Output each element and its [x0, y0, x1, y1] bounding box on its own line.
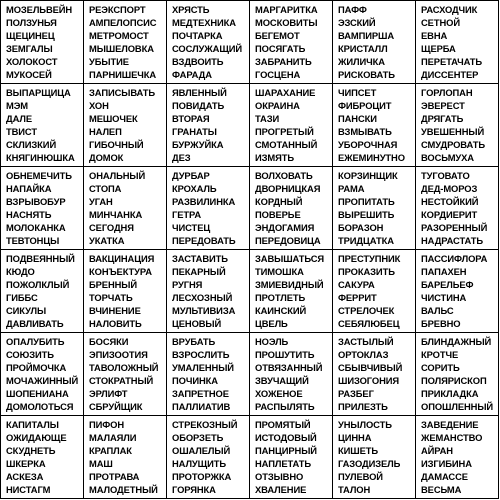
cell-word: АЙРАН — [421, 445, 453, 457]
cell-word: РИСКОВАТЬ — [338, 69, 395, 81]
cell-word: УМАЛЕННЫЙ — [172, 362, 234, 374]
cell-word: КРИСТАЛЛ — [338, 43, 388, 55]
cell-word: ФИБРОЦИТ — [338, 100, 392, 112]
cell-word: ВАМПИРША — [338, 30, 395, 42]
word-grid-body — [1, 1, 499, 499]
cell-word: СКЛИЗКИЙ — [6, 139, 57, 151]
cell-word: НАЛЕП — [89, 126, 122, 138]
cell-word: КОНЪЕКТУРА — [89, 266, 152, 278]
cell-word: ПОВЕРЬЕ — [255, 209, 301, 221]
cell-word: ПОДВЕЯННЫЙ — [6, 253, 75, 264]
cell-word: ТРИДЦАТКА — [338, 235, 394, 247]
cell-word: ИСТОДОВЫЙ — [255, 432, 317, 444]
cell-word: МОСКОВИТЫ — [255, 17, 318, 29]
cell-word: ПАРНИШЕЧКА — [89, 69, 157, 81]
grid-cell — [84, 1, 167, 84]
cell-word: ПОЛЗУНЬЯ — [6, 17, 57, 29]
cell-word: ГИББС — [6, 292, 38, 304]
cell-word: ПЕРЕДОВАТЬ — [172, 235, 236, 247]
cell-word: НАЛОВИТЬ — [89, 318, 142, 330]
cell-word: ЭЗСКИЙ — [338, 17, 376, 29]
cell-word: РАЗБЕГ — [338, 388, 374, 400]
cell-word: ДОМОЛОТЬСЯ — [6, 401, 74, 413]
cell-word: НИСТАГМ — [6, 484, 51, 496]
cell-word: НАСНЯТЬ — [6, 209, 52, 221]
cell-word: ХОЖЕНОЕ — [255, 388, 303, 400]
grid-cell — [84, 333, 167, 416]
grid-cell — [416, 250, 499, 333]
cell-word: ДЕЗ — [172, 152, 191, 164]
cell-word: ПЕРЕДОВИЦА — [255, 235, 321, 247]
cell-word: БРЕННЫЙ — [89, 279, 138, 291]
cell-word: ВТОРАЯ — [172, 113, 210, 125]
cell-word: ПАФФ — [338, 4, 367, 15]
cell-word: ДЕД-МОРОЗ — [421, 183, 478, 195]
cell-word: ВАКЦИНАЦИЯ — [89, 253, 155, 264]
cell-word: АМПЕЛОПСИС — [89, 17, 157, 29]
cell-word: ХОН — [89, 100, 109, 112]
cell-word: ЭПИЗООТИЯ — [89, 349, 148, 361]
cell-word: ЦЕНОВЫЙ — [172, 318, 222, 330]
cell-word: БОРАЗОН — [338, 222, 384, 234]
cell-word: ПРЕСТУПНИК — [338, 253, 401, 264]
cell-word: ДАВЛИВАТЬ — [6, 318, 64, 330]
cell-word: БУРЖУЙКА — [172, 139, 224, 151]
cell-word: ПОЛЯРИСКОП — [421, 375, 487, 387]
cell-word: РАЗОРЕННЫЙ — [421, 222, 488, 234]
cell-word: ДАМАССЕ — [421, 471, 468, 483]
cell-word: ТУГОВАТО — [421, 170, 470, 181]
cell-word: ХОЛОКОСТ — [6, 56, 58, 68]
cell-word: ТАЛОН — [338, 484, 371, 496]
cell-word: ПРОШУТИТЬ — [255, 349, 315, 361]
grid-cell — [250, 333, 333, 416]
cell-word: СТОКРАТНЫЙ — [89, 375, 154, 387]
cell-word: КОРДИЕРИТ — [421, 209, 478, 221]
grid-cell — [84, 84, 167, 167]
grid-cell — [333, 416, 416, 499]
cell-word: ЯВЛЕННЫЙ — [172, 87, 227, 98]
cell-word: НАЛУЩИТЬ — [172, 458, 227, 470]
cell-word: БАРЕЛЬЕФ — [421, 279, 474, 291]
cell-word: ВЧИНЕНИЕ — [89, 305, 141, 317]
cell-word: ЗАВЕДЕНИЕ — [421, 419, 479, 430]
cell-word: УБОРОЧНАЯ — [338, 139, 398, 151]
cell-word: ПЕКАРНЫЙ — [172, 266, 226, 278]
cell-word: ЕЖЕМИНУТНО — [338, 152, 405, 164]
cell-word: СБРУЙЩИК — [89, 401, 143, 413]
cell-word: ПЕРЕТАЧАТЬ — [421, 56, 483, 68]
cell-word: ЗАВЫШАТЬСЯ — [255, 253, 325, 264]
cell-word: СКУДНЕТЬ — [6, 445, 56, 457]
cell-word: СЕГОДНЯ — [89, 222, 134, 234]
cell-word: СОСЛУЖАЩИЙ — [172, 43, 243, 55]
cell-word: КЮДО — [6, 266, 35, 278]
cell-word: МОЧАЖИННЫЙ — [6, 375, 79, 387]
grid-cell — [333, 1, 416, 84]
cell-word: МАРГАРИТКА — [255, 4, 318, 15]
cell-word: РАСПЫЛЯТЬ — [255, 401, 315, 413]
cell-word: СОЮЗИТЬ — [6, 349, 54, 361]
cell-word: ШАРАХАНИЕ — [255, 87, 316, 98]
cell-word: СОРИТЬ — [421, 362, 460, 374]
cell-word: ОЖИДАЮЩЕ — [6, 432, 67, 444]
cell-word: ПИФОН — [89, 419, 125, 430]
cell-word: ЗЕМГАЛЫ — [6, 43, 53, 55]
cell-word: ТВИСТ — [6, 126, 37, 138]
cell-word: ТАВОЛОЖНЫЙ — [89, 362, 159, 374]
grid-cell — [167, 416, 250, 499]
cell-word: ЩЕРБА — [421, 43, 456, 55]
cell-word: ЭНДОГАМИЯ — [255, 222, 315, 234]
cell-word: МУЛЬТИВИЗА — [172, 305, 236, 317]
cell-word: ЧИСТЕЦ — [172, 222, 211, 234]
cell-word: ВОСЬМУХА — [421, 152, 474, 164]
cell-word: КНЯГИНЮШКА — [6, 152, 75, 164]
grid-cell — [84, 167, 167, 250]
cell-word: МУКОСЕЙ — [6, 69, 52, 81]
cell-word: НАПАЙКА — [6, 183, 52, 195]
grid-row — [1, 167, 499, 250]
cell-word: ДОМОК — [89, 152, 124, 164]
cell-word: ПРОГРЕТЫЙ — [255, 126, 314, 138]
grid-cell — [167, 250, 250, 333]
cell-word: СИКУЛЫ — [6, 305, 47, 317]
cell-word: УГАН — [89, 196, 113, 208]
cell-word: ДУРБАР — [172, 170, 210, 181]
cell-word: ТАЗИ — [255, 113, 280, 125]
cell-word: УБЫТИЕ — [89, 56, 129, 68]
cell-word: МЫШЕЛОВКА — [89, 43, 154, 55]
cell-word: ГАЗОДИЗЕЛЬ — [338, 458, 401, 470]
cell-word: МЭМ — [6, 100, 28, 112]
cell-word: ПРОМЯТЫЙ — [255, 419, 311, 430]
grid-cell — [250, 416, 333, 499]
cell-word: ВЫПАРЩИЦА — [6, 87, 71, 98]
cell-word: СТРЕЛОЧЕК — [338, 305, 395, 317]
cell-word: ЗАБРАНИТЬ — [255, 56, 312, 68]
cell-word: ЦВЕЛЬ — [255, 318, 288, 330]
grid-cell — [333, 250, 416, 333]
cell-word: ЗАСТАВИТЬ — [172, 253, 228, 264]
cell-word: ШОПЕНИАНА — [6, 388, 69, 400]
cell-word: ЗАСТЫЛЫЙ — [338, 336, 394, 347]
cell-word: ЗВУЧАЩИЙ — [255, 375, 309, 387]
cell-word: ГОРЯНКА — [172, 484, 216, 496]
cell-word: КАИНСКИЙ — [255, 305, 307, 317]
grid-cell — [416, 333, 499, 416]
grid-row — [1, 416, 499, 499]
grid-row — [1, 84, 499, 167]
cell-word: ОНАЛЬНЫЙ — [89, 170, 146, 181]
grid-cell — [167, 1, 250, 84]
cell-word: РАСХОДЧИК — [421, 4, 478, 15]
cell-word: ВЗРЫВОБУР — [6, 196, 66, 208]
cell-word: ЭВЕРЕСТ — [421, 100, 465, 112]
cell-word: ЛЕСХОЗНЫЙ — [172, 292, 233, 304]
cell-word: СМУДРОВАТЬ — [421, 139, 485, 151]
cell-word: ПРИЛЕЗТЬ — [338, 401, 388, 413]
cell-word: ЧИСТИНА — [421, 292, 467, 304]
cell-word: НАПЛЕТАТЬ — [255, 458, 311, 470]
cell-word: МЕТРОМОСТ — [89, 30, 149, 42]
cell-word: ВЫРЕШИТЬ — [338, 209, 395, 221]
grid-cell — [167, 333, 250, 416]
cell-word: СЕБЯЛЮБЕЦ — [338, 318, 400, 330]
grid-cell — [84, 416, 167, 499]
cell-word: ПРИКЛАДКА — [421, 388, 479, 400]
cell-word: ПРОТЛЕТЬ — [255, 292, 306, 304]
cell-word: ПАНЦИРНЫЙ — [255, 445, 317, 457]
cell-word: КАПИТАЛЫ — [6, 419, 59, 430]
cell-word: ВЕСЬМА — [421, 484, 462, 496]
cell-word: ГЕТРА — [172, 209, 201, 221]
cell-word: ИЗМЯТЬ — [255, 152, 295, 164]
cell-word: ПРОПИТАТЬ — [338, 196, 395, 208]
cell-word: МЕШОЧЕК — [89, 113, 138, 125]
cell-word: ОШАЛЕЛЫЙ — [172, 445, 231, 457]
cell-word: КОРЗИНЩИК — [338, 170, 398, 181]
cell-word: ПОЧИНКА — [172, 375, 218, 387]
grid-row — [1, 250, 499, 333]
cell-word: СТОПА — [89, 183, 122, 195]
cell-word: ПОЧТАРКА — [172, 30, 223, 42]
grid-cell — [250, 1, 333, 84]
cell-word: ЩЕЦИНЕЦ — [6, 30, 55, 42]
cell-word: ФАРАДА — [172, 69, 212, 81]
grid-cell — [1, 167, 84, 250]
grid-cell — [1, 1, 84, 84]
cell-word: СЕТНОЙ — [421, 17, 460, 29]
cell-word: ГОСЦЕНА — [255, 69, 301, 81]
cell-word: ВОЛХОВАТЬ — [255, 170, 313, 181]
cell-word: ОБОРЗЕТЬ — [172, 432, 224, 444]
grid-cell — [167, 167, 250, 250]
cell-word: ШИЗОГОНИЯ — [338, 375, 400, 387]
cell-word: МАЛОДЕТНЫЙ — [89, 484, 158, 496]
cell-word: УВЕШЕННЫЙ — [421, 126, 485, 138]
cell-word: СБЫВЧИВЫЙ — [338, 362, 403, 374]
cell-word: ЧИПСЕТ — [338, 87, 377, 98]
cell-word: ПРОТОРЖКА — [172, 471, 232, 483]
cell-word: ПОВИДАТЬ — [172, 100, 225, 112]
cell-word: ФЕРРИТ — [338, 292, 377, 304]
grid-cell — [1, 416, 84, 499]
grid-cell — [167, 84, 250, 167]
cell-word: ВРУБАТЬ — [172, 336, 216, 347]
cell-word: ЗМИЕВИДНЫЙ — [255, 279, 324, 291]
cell-word: КРОХАЛЬ — [172, 183, 217, 195]
cell-word: ЗАПИСЫВАТЬ — [89, 87, 156, 98]
cell-word: УНЫЛОСТЬ — [338, 419, 392, 430]
cell-word: ГОРЛОПАН — [421, 87, 473, 98]
grid-cell — [333, 84, 416, 167]
cell-word: ВАЛЬС — [421, 305, 454, 317]
cell-word: ПРОТРАВА — [89, 471, 140, 483]
cell-word: ДИССЕНТЕР — [421, 69, 479, 81]
cell-word: ОПАЛУБИТЬ — [6, 336, 65, 347]
grid-cell — [416, 416, 499, 499]
cell-word: ХВАЛЕНИЕ — [255, 484, 307, 496]
grid-cell — [84, 250, 167, 333]
grid-cell — [250, 84, 333, 167]
cell-word: ПРОКАЗИТЬ — [338, 266, 395, 278]
cell-word: РАМА — [338, 183, 365, 195]
cell-word: УКАТКА — [89, 235, 125, 247]
cell-word: БРЕВНО — [421, 318, 461, 330]
cell-word: НОЭЛЬ — [255, 336, 289, 347]
grid-cell — [333, 167, 416, 250]
cell-word: НАДРАСТАТЬ — [421, 235, 483, 247]
grid-cell — [333, 333, 416, 416]
cell-word: РУГНЯ — [172, 279, 203, 291]
cell-word: ДАЛЕ — [6, 113, 32, 125]
cell-word: БОСЯКИ — [89, 336, 129, 347]
grid-row — [1, 333, 499, 416]
grid-cell — [416, 84, 499, 167]
cell-word: ПАПАХЕН — [421, 266, 467, 278]
cell-word: МОЗЕЛЬВЕЙН — [6, 4, 73, 15]
cell-word: ЖИЛИЧКА — [338, 56, 385, 68]
grid-cell — [250, 250, 333, 333]
cell-word: ДРЯГАТЬ — [421, 113, 464, 125]
cell-word: ПАЛЛИАТИВ — [172, 401, 231, 413]
cell-word: ЭРЛИФТ — [89, 388, 128, 400]
cell-word: ГРАНАТЫ — [172, 126, 217, 138]
cell-word: ОРТОКЛАЗ — [338, 349, 389, 361]
grid-row — [1, 1, 499, 84]
cell-word: ВЗДВОИТЬ — [172, 56, 224, 68]
grid-cell — [416, 1, 499, 84]
cell-word: ОБНЕМЕЧИТЬ — [6, 170, 72, 181]
cell-word: МОЛОКАНКА — [6, 222, 66, 234]
cell-word: ОТВЯЗАННЫЙ — [255, 362, 323, 374]
cell-word: КОРДНЫЙ — [255, 196, 303, 208]
cell-word: ПАССИФЛОРА — [421, 253, 488, 264]
cell-word: ОКРАИНА — [255, 100, 300, 112]
cell-word: КИШЕТЬ — [338, 445, 378, 457]
cell-word: САКУРА — [338, 279, 375, 291]
cell-word: ТИМОШКА — [255, 266, 304, 278]
cell-word: ИЗГИБИНА — [421, 458, 472, 470]
cell-word: ПАНСКИ — [338, 113, 377, 125]
cell-word: ЕВНА — [421, 30, 448, 42]
cell-word: КРОТЧЕ — [421, 349, 459, 361]
cell-word: БЛИНДАЖНЫЙ — [421, 336, 492, 347]
cell-word: ХРЯСТЬ — [172, 4, 210, 15]
cell-word: АСКЕЗА — [6, 471, 44, 483]
grid-cell — [1, 250, 84, 333]
grid-cell — [1, 84, 84, 167]
cell-word: ВЗМЫВАТЬ — [338, 126, 392, 138]
cell-word: ЗАПРЕТНОЕ — [172, 388, 229, 400]
cell-word: ЦИННА — [338, 432, 372, 444]
grid-cell — [1, 333, 84, 416]
cell-word: ТОРЧАТЬ — [89, 292, 133, 304]
cell-word: ДВОРНИЦКАЯ — [255, 183, 321, 195]
cell-word: РЕЭКСПОРТ — [89, 4, 146, 15]
grid-cell — [250, 167, 333, 250]
cell-word: ПРОЙМОЧКА — [6, 362, 67, 374]
cell-word: ОПОШЛЕННЫЙ — [421, 401, 494, 413]
cell-word: ГИБОЧНЫЙ — [89, 139, 144, 151]
cell-word: МЕДТЕХНИКА — [172, 17, 236, 29]
cell-word: ЖЕМАНСТВО — [421, 432, 483, 444]
cell-word: ТЕВТОНЦЫ — [6, 235, 60, 247]
cell-word: ВЗРОСЛИТЬ — [172, 349, 230, 361]
cell-word: ШКЕРКА — [6, 458, 46, 470]
cell-word: МАШ — [89, 458, 113, 470]
cell-word: МИНЧАНКА — [89, 209, 143, 221]
cell-word: СТРЕКОЗНЫЙ — [172, 419, 238, 430]
cell-word: МАЛАЯЛИ — [89, 432, 137, 444]
cell-word: НЕСТОЙКИЙ — [421, 196, 479, 208]
cell-word: СМОТАННЫЙ — [255, 139, 318, 151]
cell-word: ПОСЯГАТЬ — [255, 43, 306, 55]
cell-word: ПОЖОЛКЛЫЙ — [6, 279, 70, 291]
cell-word: ПУЛЕВОЙ — [338, 471, 383, 483]
cell-word: КРАПЛАК — [89, 445, 132, 457]
cell-word: БЕГЕМОТ — [255, 30, 300, 42]
grid-cell — [416, 167, 499, 250]
cell-word: ОТЗЫВНО — [255, 471, 304, 483]
cell-word: РАЗВИЛИНКА — [172, 196, 236, 208]
